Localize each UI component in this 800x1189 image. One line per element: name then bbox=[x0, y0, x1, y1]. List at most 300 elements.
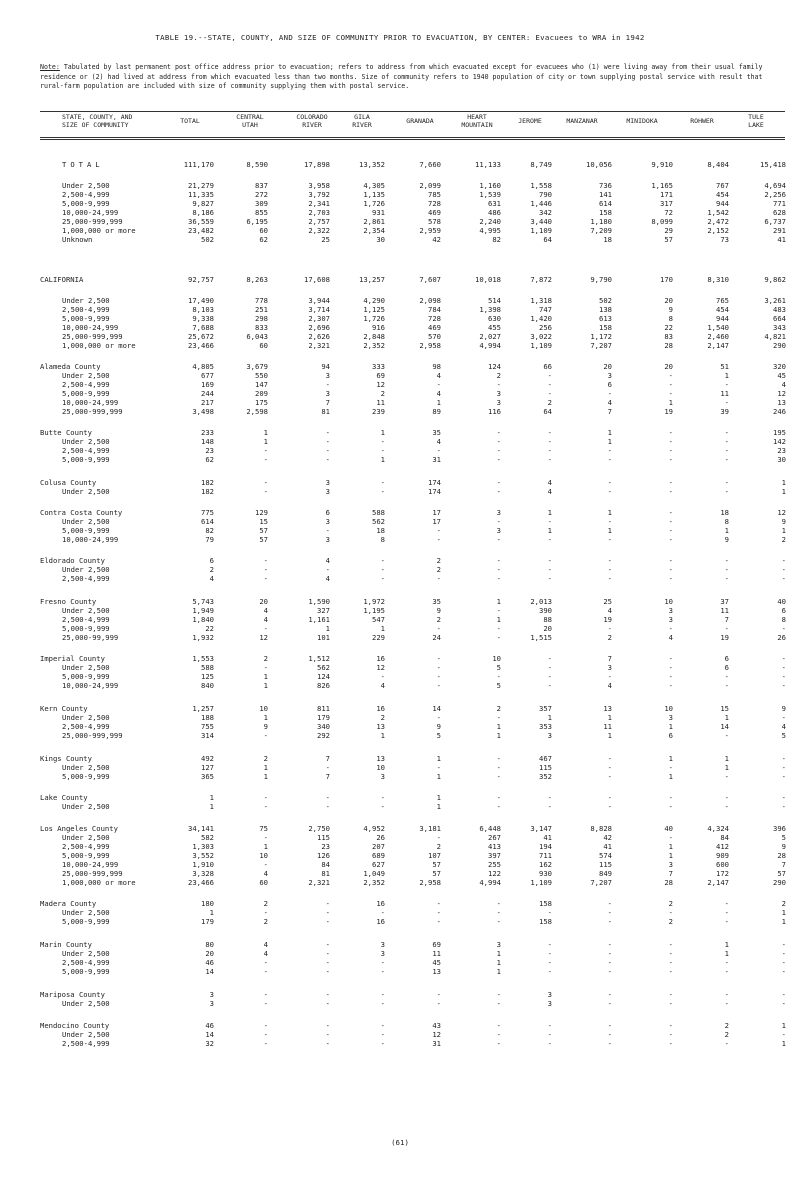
cell-value: 7 bbox=[724, 615, 729, 624]
cell-value: - bbox=[607, 565, 612, 574]
cell-value: 37 bbox=[720, 597, 729, 606]
cell-value: 116 bbox=[488, 407, 501, 416]
cell-value: 94 bbox=[321, 362, 330, 371]
cell-value: 502 bbox=[201, 235, 214, 244]
cell-value: - bbox=[547, 681, 552, 690]
cell-value: - bbox=[668, 1039, 673, 1048]
cell-value: 2 bbox=[496, 371, 501, 380]
cell-value: 290 bbox=[773, 878, 786, 887]
cell-value: - bbox=[607, 672, 612, 681]
cell-value: 217 bbox=[201, 398, 214, 407]
cell-value: 4 bbox=[607, 681, 612, 690]
cell-value: 8,263 bbox=[246, 275, 268, 284]
row-label: Kings County bbox=[40, 754, 92, 763]
cell-value: - bbox=[263, 574, 268, 583]
cell-value: 630 bbox=[488, 314, 501, 323]
cell-value: 7,872 bbox=[530, 275, 552, 284]
table-row bbox=[0, 226, 800, 235]
table-row bbox=[0, 428, 800, 437]
cell-value: 4 bbox=[263, 949, 268, 958]
row-label: 2,500-4,999 bbox=[62, 842, 110, 851]
cell-value: 8,103 bbox=[192, 305, 214, 314]
cell-value: 14 bbox=[720, 722, 729, 731]
cell-value: 1 bbox=[496, 615, 501, 624]
cell-value: 1,161 bbox=[308, 615, 330, 624]
cell-value: 4,952 bbox=[363, 824, 385, 833]
cell-value: 2 bbox=[380, 389, 385, 398]
cell-value: 10,018 bbox=[475, 275, 501, 284]
cell-value: - bbox=[496, 802, 501, 811]
cell-value: 1 bbox=[436, 398, 441, 407]
table-row bbox=[0, 556, 800, 565]
cell-value: 1 bbox=[781, 1021, 786, 1030]
cell-value: 291 bbox=[773, 226, 786, 235]
cell-value: 1,558 bbox=[530, 181, 552, 190]
row-label: 2,500-4,999 bbox=[62, 574, 110, 583]
cell-value: 396 bbox=[773, 824, 786, 833]
cell-value: 785 bbox=[428, 190, 441, 199]
cell-value: - bbox=[668, 556, 673, 565]
cell-value: 1,726 bbox=[363, 314, 385, 323]
cell-value: - bbox=[496, 624, 501, 633]
cell-value: 1 bbox=[668, 842, 673, 851]
cell-value: 736 bbox=[599, 181, 612, 190]
header-line: UTAH bbox=[242, 120, 258, 129]
cell-value: 101 bbox=[317, 633, 330, 642]
cell-value: 10 bbox=[664, 704, 673, 713]
cell-value: 4 bbox=[325, 556, 330, 565]
cell-value: 931 bbox=[372, 208, 385, 217]
cell-value: 12 bbox=[376, 663, 385, 672]
row-label: 2,500-4,999 bbox=[62, 722, 110, 731]
cell-value: 3 bbox=[607, 663, 612, 672]
cell-value: 4,305 bbox=[363, 181, 385, 190]
cell-value: - bbox=[724, 487, 729, 496]
cell-value: 1 bbox=[781, 478, 786, 487]
row-label: 5,000-9,999 bbox=[62, 389, 110, 398]
cell-value: 469 bbox=[428, 323, 441, 332]
cell-value: 23,466 bbox=[188, 878, 214, 887]
row-label: 10,000-24,999 bbox=[62, 398, 119, 407]
row-label: 10,000-24,999 bbox=[62, 681, 119, 690]
cell-value: 8 bbox=[724, 517, 729, 526]
cell-value: 7 bbox=[325, 398, 330, 407]
cell-value: 7,207 bbox=[590, 341, 612, 350]
cell-value: 3 bbox=[547, 999, 552, 1008]
cell-value: 570 bbox=[428, 332, 441, 341]
row-label: Under 2,500 bbox=[62, 833, 110, 842]
cell-value: 3 bbox=[325, 535, 330, 544]
cell-value: - bbox=[547, 672, 552, 681]
table-row bbox=[0, 1039, 800, 1048]
table-row bbox=[0, 398, 800, 407]
cell-value: - bbox=[325, 958, 330, 967]
table-row bbox=[0, 565, 800, 574]
cell-value: - bbox=[380, 999, 385, 1008]
cell-value: 1 bbox=[607, 526, 612, 535]
cell-value: - bbox=[668, 487, 673, 496]
cell-value: 2,321 bbox=[308, 341, 330, 350]
cell-value: 158 bbox=[539, 899, 552, 908]
cell-value: - bbox=[781, 754, 786, 763]
cell-value: 20 bbox=[543, 624, 552, 633]
cell-value: - bbox=[547, 940, 552, 949]
cell-value: - bbox=[547, 1039, 552, 1048]
cell-value: - bbox=[724, 1039, 729, 1048]
cell-value: 1 bbox=[263, 842, 268, 851]
table-row bbox=[0, 763, 800, 772]
cell-value: 747 bbox=[539, 305, 552, 314]
cell-value: - bbox=[668, 958, 673, 967]
cell-value: 1,726 bbox=[363, 199, 385, 208]
cell-value: 81 bbox=[321, 407, 330, 416]
table-row bbox=[0, 824, 800, 833]
cell-value: 1,303 bbox=[192, 842, 214, 851]
cell-value: 4 bbox=[436, 371, 441, 380]
column-header bbox=[225, 114, 275, 129]
cell-value: 25 bbox=[603, 597, 612, 606]
cell-value: 1,195 bbox=[363, 606, 385, 615]
cell-value: - bbox=[547, 428, 552, 437]
cell-value: 4,994 bbox=[479, 341, 501, 350]
header-stub bbox=[62, 114, 172, 129]
cell-value: 12 bbox=[432, 1030, 441, 1039]
cell-value: 1 bbox=[668, 851, 673, 860]
cell-value: 1,160 bbox=[479, 181, 501, 190]
cell-value: 2,013 bbox=[530, 597, 552, 606]
table-row bbox=[0, 455, 800, 464]
cell-value: - bbox=[724, 380, 729, 389]
cell-value: 17,608 bbox=[304, 275, 330, 284]
cell-value: 20 bbox=[205, 949, 214, 958]
table-row bbox=[0, 478, 800, 487]
row-label: Kern County bbox=[40, 704, 88, 713]
cell-value: 1 bbox=[547, 713, 552, 722]
cell-value: 2 bbox=[668, 899, 673, 908]
cell-value: 2,958 bbox=[419, 341, 441, 350]
row-label: 1,000,000 or more bbox=[62, 341, 136, 350]
cell-value: 7 bbox=[668, 869, 673, 878]
cell-value: 17,898 bbox=[304, 160, 330, 169]
cell-value: 158 bbox=[539, 917, 552, 926]
cell-value: 3 bbox=[668, 713, 673, 722]
cell-value: 562 bbox=[317, 663, 330, 672]
cell-value: - bbox=[436, 681, 441, 690]
cell-value: 34,141 bbox=[188, 824, 214, 833]
cell-value: - bbox=[607, 389, 612, 398]
cell-value: - bbox=[496, 606, 501, 615]
cell-value: 11 bbox=[432, 949, 441, 958]
row-label: 2,500-4,999 bbox=[62, 305, 110, 314]
cell-value: - bbox=[380, 967, 385, 976]
cell-value: 728 bbox=[428, 199, 441, 208]
cell-value: - bbox=[781, 967, 786, 976]
cell-value: 9 bbox=[781, 842, 786, 851]
cell-value: - bbox=[724, 398, 729, 407]
cell-value: - bbox=[547, 380, 552, 389]
cell-value: - bbox=[668, 535, 673, 544]
table-row bbox=[0, 446, 800, 455]
cell-value: 13 bbox=[432, 967, 441, 976]
cell-value: 82 bbox=[492, 235, 501, 244]
cell-value: 1 bbox=[325, 624, 330, 633]
cell-value: 711 bbox=[539, 851, 552, 860]
cell-value: 13,352 bbox=[359, 160, 385, 169]
cell-value: 1 bbox=[547, 526, 552, 535]
header-line: ROHWER bbox=[690, 117, 714, 125]
cell-value: 1 bbox=[781, 908, 786, 917]
cell-value: 5 bbox=[781, 731, 786, 740]
header-line: CENTRAL bbox=[236, 113, 264, 121]
table-row bbox=[0, 217, 800, 226]
table-note bbox=[40, 63, 780, 92]
cell-value: 209 bbox=[255, 389, 268, 398]
cell-value: 547 bbox=[372, 615, 385, 624]
cell-value: - bbox=[496, 908, 501, 917]
cell-value: 413 bbox=[488, 842, 501, 851]
table-row bbox=[0, 235, 800, 244]
cell-value: - bbox=[436, 713, 441, 722]
table-row bbox=[0, 314, 800, 323]
cell-value: - bbox=[607, 899, 612, 908]
cell-value: 18 bbox=[720, 508, 729, 517]
cell-value: 4,324 bbox=[707, 824, 729, 833]
cell-value: 23 bbox=[777, 446, 786, 455]
row-label: Unknown bbox=[62, 235, 93, 244]
table-row bbox=[0, 624, 800, 633]
cell-value: 4,805 bbox=[192, 362, 214, 371]
cell-value: - bbox=[781, 1030, 786, 1039]
cell-value: - bbox=[724, 917, 729, 926]
cell-value: 171 bbox=[660, 190, 673, 199]
cell-value: - bbox=[496, 455, 501, 464]
cell-value: 1,165 bbox=[651, 181, 673, 190]
table-row bbox=[0, 487, 800, 496]
cell-value: 182 bbox=[201, 478, 214, 487]
cell-value: 837 bbox=[255, 181, 268, 190]
cell-value: 9 bbox=[668, 305, 673, 314]
cell-value: - bbox=[724, 908, 729, 917]
cell-value: 9,790 bbox=[590, 275, 612, 284]
cell-value: 2,703 bbox=[308, 208, 330, 217]
cell-value: 13 bbox=[376, 754, 385, 763]
cell-value: 5 bbox=[496, 681, 501, 690]
row-label: Under 2,500 bbox=[62, 663, 110, 672]
cell-value: - bbox=[724, 574, 729, 583]
cell-value: - bbox=[496, 428, 501, 437]
cell-value: 6 bbox=[325, 508, 330, 517]
table-row bbox=[0, 704, 800, 713]
table-row bbox=[0, 940, 800, 949]
cell-value: 4 bbox=[436, 389, 441, 398]
cell-value: - bbox=[380, 556, 385, 565]
cell-value: - bbox=[547, 455, 552, 464]
cell-value: 14 bbox=[205, 967, 214, 976]
cell-value: 9 bbox=[781, 517, 786, 526]
row-label: 10,000-24,999 bbox=[62, 323, 119, 332]
cell-value: - bbox=[607, 455, 612, 464]
cell-value: 9 bbox=[436, 722, 441, 731]
table-row bbox=[0, 1021, 800, 1030]
row-label: 5,000-9,999 bbox=[62, 624, 110, 633]
cell-value: 320 bbox=[773, 362, 786, 371]
cell-value: 2,750 bbox=[308, 824, 330, 833]
cell-value: 467 bbox=[539, 754, 552, 763]
cell-value: 614 bbox=[599, 199, 612, 208]
cell-value: 582 bbox=[201, 833, 214, 842]
cell-value: 1,910 bbox=[192, 860, 214, 869]
cell-value: 4 bbox=[781, 380, 786, 389]
cell-value: 107 bbox=[428, 851, 441, 860]
cell-value: 9 bbox=[263, 722, 268, 731]
cell-value: 22 bbox=[205, 624, 214, 633]
cell-value: - bbox=[781, 793, 786, 802]
cell-value: 170 bbox=[660, 275, 673, 284]
cell-value: 3,679 bbox=[246, 362, 268, 371]
cell-value: 1 bbox=[496, 597, 501, 606]
cell-value: 3,440 bbox=[530, 217, 552, 226]
cell-value: 1 bbox=[263, 672, 268, 681]
cell-value: - bbox=[325, 899, 330, 908]
cell-value: - bbox=[325, 565, 330, 574]
cell-value: 11 bbox=[376, 398, 385, 407]
cell-value: 1 bbox=[724, 763, 729, 772]
cell-value: 64 bbox=[543, 407, 552, 416]
cell-value: 24 bbox=[432, 633, 441, 642]
cell-value: 2,147 bbox=[707, 878, 729, 887]
cell-value: - bbox=[781, 802, 786, 811]
cell-value: - bbox=[263, 1021, 268, 1030]
cell-value: 1,180 bbox=[590, 217, 612, 226]
cell-value: 15 bbox=[259, 517, 268, 526]
cell-value: - bbox=[668, 380, 673, 389]
cell-value: 833 bbox=[255, 323, 268, 332]
table-row bbox=[0, 574, 800, 583]
cell-value: 2,152 bbox=[707, 226, 729, 235]
cell-value: 3 bbox=[496, 940, 501, 949]
cell-value: 2,959 bbox=[419, 226, 441, 235]
cell-value: 2 bbox=[436, 842, 441, 851]
cell-value: 126 bbox=[317, 851, 330, 860]
cell-value: - bbox=[607, 574, 612, 583]
cell-value: 256 bbox=[539, 323, 552, 332]
cell-value: 60 bbox=[259, 226, 268, 235]
cell-value: 32 bbox=[205, 1039, 214, 1048]
cell-value: 1 bbox=[263, 763, 268, 772]
header-line: TULE bbox=[748, 113, 764, 121]
cell-value: 41 bbox=[603, 842, 612, 851]
cell-value: - bbox=[781, 663, 786, 672]
cell-value: - bbox=[325, 1021, 330, 1030]
cell-value: 765 bbox=[716, 296, 729, 305]
cell-value: 3 bbox=[325, 389, 330, 398]
header-line: GILA bbox=[354, 113, 370, 121]
cell-value: - bbox=[547, 802, 552, 811]
row-label: Under 2,500 bbox=[62, 181, 110, 190]
cell-value: - bbox=[380, 574, 385, 583]
row-label: Mendocino County bbox=[40, 1021, 110, 1030]
cell-value: 251 bbox=[255, 305, 268, 314]
cell-value: - bbox=[380, 446, 385, 455]
cell-value: - bbox=[547, 371, 552, 380]
row-label: Under 2,500 bbox=[62, 802, 110, 811]
cell-value: 1,135 bbox=[363, 190, 385, 199]
cell-value: 7,207 bbox=[590, 878, 612, 887]
cell-value: 5,743 bbox=[192, 597, 214, 606]
cell-value: 1 bbox=[209, 802, 214, 811]
cell-value: 6 bbox=[607, 380, 612, 389]
cell-value: 6,448 bbox=[479, 824, 501, 833]
row-label: 5,000-9,999 bbox=[62, 199, 110, 208]
cell-value: 767 bbox=[716, 181, 729, 190]
row-label: 25,000-999,999 bbox=[62, 407, 123, 416]
cell-value: 89 bbox=[432, 407, 441, 416]
table-header bbox=[40, 114, 785, 136]
row-label: 2,500-4,999 bbox=[62, 380, 110, 389]
cell-value: 57 bbox=[432, 860, 441, 869]
table-row bbox=[0, 508, 800, 517]
cell-value: 36,559 bbox=[188, 217, 214, 226]
cell-value: 4 bbox=[781, 722, 786, 731]
cell-value: 23 bbox=[205, 446, 214, 455]
cell-value: 1,125 bbox=[363, 305, 385, 314]
cell-value: - bbox=[668, 672, 673, 681]
cell-value: 778 bbox=[255, 296, 268, 305]
cell-value: 502 bbox=[599, 296, 612, 305]
cell-value: - bbox=[668, 371, 673, 380]
cell-value: 771 bbox=[773, 199, 786, 208]
table-row bbox=[0, 663, 800, 672]
cell-value: 9,862 bbox=[764, 275, 786, 284]
cell-value: - bbox=[263, 487, 268, 496]
cell-value: 45 bbox=[777, 371, 786, 380]
cell-value: 2,861 bbox=[363, 217, 385, 226]
row-label: Colusa County bbox=[40, 478, 97, 487]
cell-value: - bbox=[724, 446, 729, 455]
cell-value: - bbox=[496, 1030, 501, 1039]
header-line: TOTAL bbox=[180, 117, 200, 125]
cell-value: - bbox=[607, 478, 612, 487]
cell-value: 124 bbox=[317, 672, 330, 681]
cell-value: 18 bbox=[376, 526, 385, 535]
cell-value: 562 bbox=[372, 517, 385, 526]
cell-value: 1 bbox=[668, 722, 673, 731]
cell-value: 755 bbox=[201, 722, 214, 731]
cell-value: 1 bbox=[724, 940, 729, 949]
table-row bbox=[0, 833, 800, 842]
cell-value: 1 bbox=[263, 713, 268, 722]
row-label: 5,000-9,999 bbox=[62, 314, 110, 323]
cell-value: 13 bbox=[603, 704, 612, 713]
cell-value: 40 bbox=[664, 824, 673, 833]
cell-value: 6 bbox=[724, 663, 729, 672]
cell-value: - bbox=[607, 802, 612, 811]
cell-value: 6 bbox=[724, 654, 729, 663]
cell-value: 182 bbox=[201, 487, 214, 496]
cell-value: 486 bbox=[488, 208, 501, 217]
cell-value: - bbox=[380, 908, 385, 917]
cell-value: 20 bbox=[664, 362, 673, 371]
cell-value: - bbox=[607, 1030, 612, 1039]
cell-value: 317 bbox=[660, 199, 673, 208]
table-row bbox=[0, 681, 800, 690]
cell-value: 909 bbox=[716, 851, 729, 860]
cell-value: 246 bbox=[773, 407, 786, 416]
cell-value: 57 bbox=[259, 526, 268, 535]
cell-value: - bbox=[724, 565, 729, 574]
cell-value: 340 bbox=[317, 722, 330, 731]
cell-value: 64 bbox=[543, 235, 552, 244]
